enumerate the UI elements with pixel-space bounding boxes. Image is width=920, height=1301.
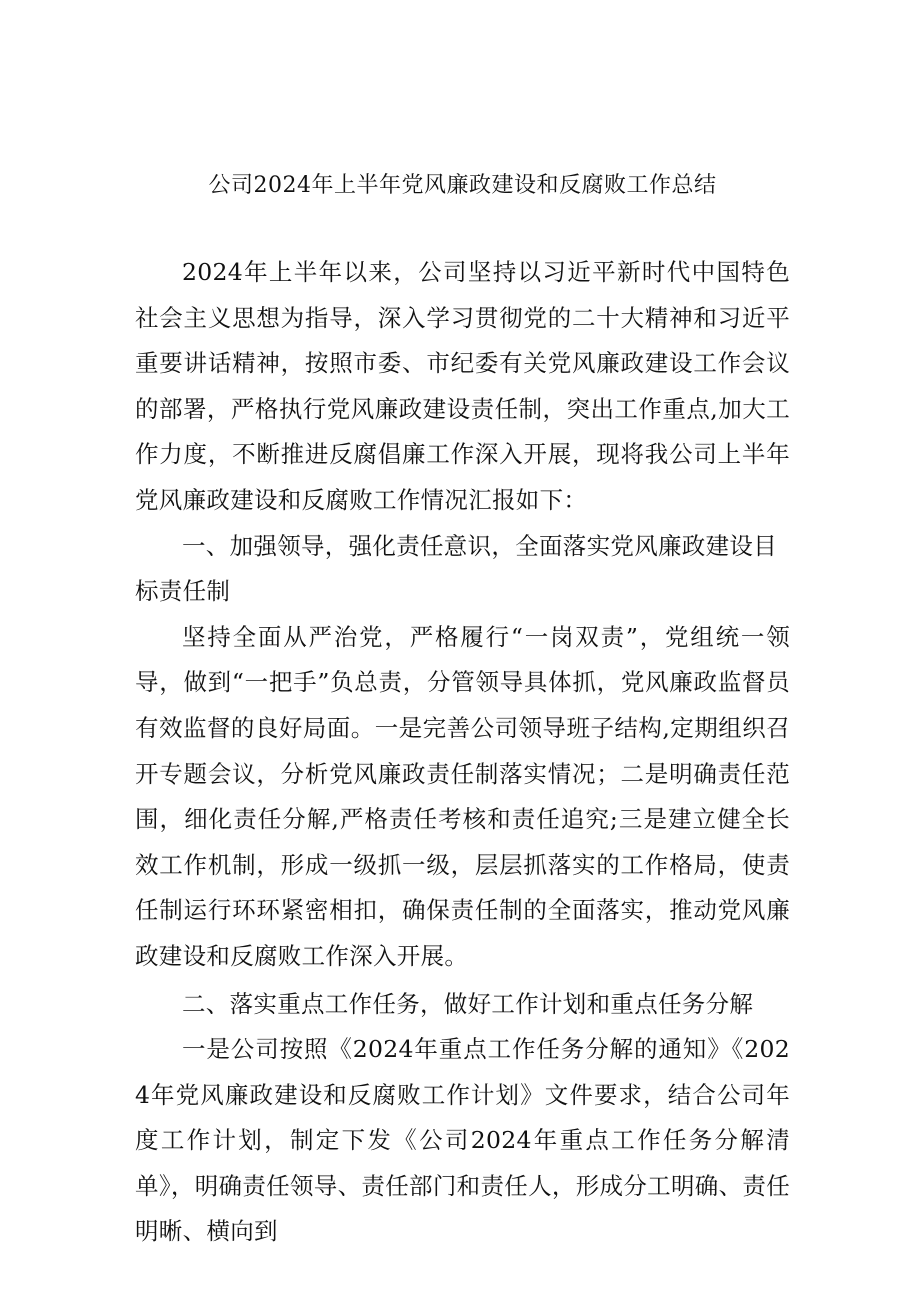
section-1-body: 坚持全面从严治党，严格履行“一岗双责”，党组统一领导，做到“一把手”负总责，分管领导具体抓，党风廉政监督员有效监督的良好局面。一是完善公司领导班子结构,定期组织召开专题会议，分析党风廉政责任制落实情况；二是明确责任范围，细化责任分解,严格责任考核和责任追究;三是建立健全长效工作机制，形成一级抓一级，层层抓落实的工作格局，使责任制运行环环紧密相扣，确保责任制的全面落实，推动党风廉政建设和反腐败工作深入开展。 bbox=[135, 622, 790, 970]
section-2-body: 一是公司按照《2024年重点工作任务分解的通知》《2024年党风廉政建设和反腐败工作计划》文件要求，结合公司年度工作计划，制定下发《公司2024年重点工作任务分解清单》，明确责任领导、责任部门和责任人，形成分工明确、责任明晰、横向到 bbox=[135, 1035, 790, 1246]
section-1-heading: 一、加强领导，强化责任意识，全面落实党风廉政建设目标责任制 bbox=[135, 531, 777, 606]
section-2-heading: 二、落实重点工作任务，做好工作计划和重点任务分解 bbox=[182, 989, 754, 1018]
intro-paragraph: 2024年上半年以来，公司坚持以习近平新时代中国特色社会主义思想为指导，深入学习贯彻党的二十大精神和习近平重要讲话精神，按照市委、市纪委有关党风廉政建设工作会议的部署，严格执行党风廉政建设责任制，突出工作重点,加大工作力度，不断推进反腐倡廉工作深入开展，现将我公司上半年党风廉政建设和反腐败工作情况汇报如下： bbox=[135, 258, 790, 514]
document-title: 公司2024年上半年党风廉政建设和反腐败工作总结 bbox=[208, 173, 717, 198]
